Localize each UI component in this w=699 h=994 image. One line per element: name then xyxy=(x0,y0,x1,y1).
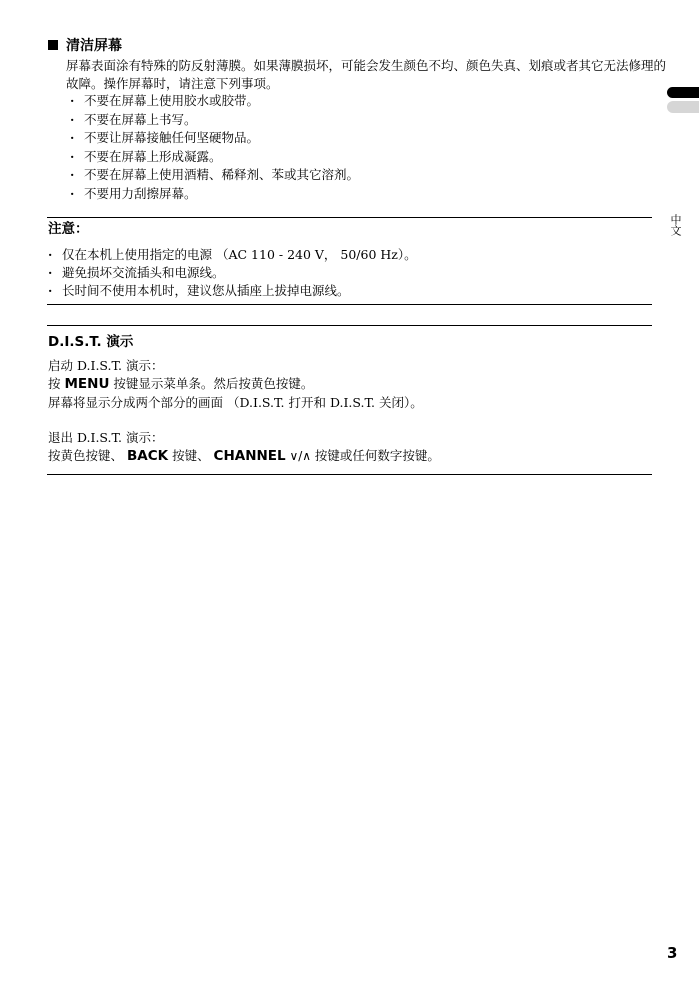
list-item: · 避免损坏交流插头和电源线。 xyxy=(48,264,417,282)
language-label: 中文 xyxy=(669,214,682,236)
list-item: · 不要在屏幕上书写。 xyxy=(70,111,359,130)
dist-start-pre: 按 xyxy=(48,376,65,391)
caution-heading: 注意： xyxy=(48,221,89,237)
cleaning-paragraph: 屏幕表面涂有特殊的防反射薄膜。如果薄膜损坏，可能会发生颜色不均、颜色失真、划痕或者其它无法修理的故障。操作屏幕时，请注意下列事项。 xyxy=(66,58,667,91)
dist-exit-instruction xyxy=(48,447,440,465)
cleaning-list xyxy=(70,92,359,204)
cleaning-heading xyxy=(48,37,122,55)
dist-exit-post: 按键或任何数字按键。 xyxy=(314,448,440,463)
list-item: · 仅在本机上使用指定的电源 （AC 110 - 240 V， 50/60 Hz）。 xyxy=(48,246,417,264)
list-item: · 不要在屏幕上使用酒精、稀释剂、苯或其它溶剂。 xyxy=(70,166,359,185)
dist-exit-label: 退出 D.I.S.T. 演示： xyxy=(48,430,164,445)
list-item: · 不要让屏幕接触任何坚硬物品。 xyxy=(70,129,359,148)
divider xyxy=(47,474,652,475)
dist-exit-mid: 按键、 xyxy=(168,448,214,463)
cleaning-heading-text: 清洁屏幕 xyxy=(66,38,122,54)
side-tab-dark xyxy=(667,87,699,98)
page-number: 3 xyxy=(667,944,678,962)
dist-screen-note: 屏幕将显示分成两个部分的画面 （D.I.S.T. 打开和 D.I.S.T. 关闭）。 xyxy=(48,395,423,410)
menu-key-label: MENU xyxy=(64,376,110,392)
list-item: · 长时间不使用本机时，建议您从插座上拔掉电源线。 xyxy=(48,282,417,300)
channel-key-label: CHANNEL xyxy=(213,448,286,464)
back-key-label: BACK xyxy=(126,448,169,464)
list-item: · 不要在屏幕上使用胶水或胶带。 xyxy=(70,92,359,111)
divider xyxy=(47,217,652,218)
dist-exit-pre: 按黄色按键、 xyxy=(48,448,127,463)
dist-start-post: 按键显示菜单条。然后按黄色按键。 xyxy=(109,376,314,391)
divider xyxy=(47,304,652,305)
divider xyxy=(47,325,652,326)
dist-start-label: 启动 D.I.S.T. 演示： xyxy=(48,358,164,373)
square-bullet-icon xyxy=(48,40,58,50)
list-item: · 不要在屏幕上形成凝露。 xyxy=(70,148,359,167)
dist-start-instruction xyxy=(48,375,313,393)
dist-heading: D.I.S.T. 演示 xyxy=(48,334,134,350)
caution-list xyxy=(48,246,417,300)
side-tab-light xyxy=(667,101,699,113)
channel-arrows: ∨/∧ xyxy=(285,449,315,463)
list-item: · 不要用力刮擦屏幕。 xyxy=(70,185,359,204)
